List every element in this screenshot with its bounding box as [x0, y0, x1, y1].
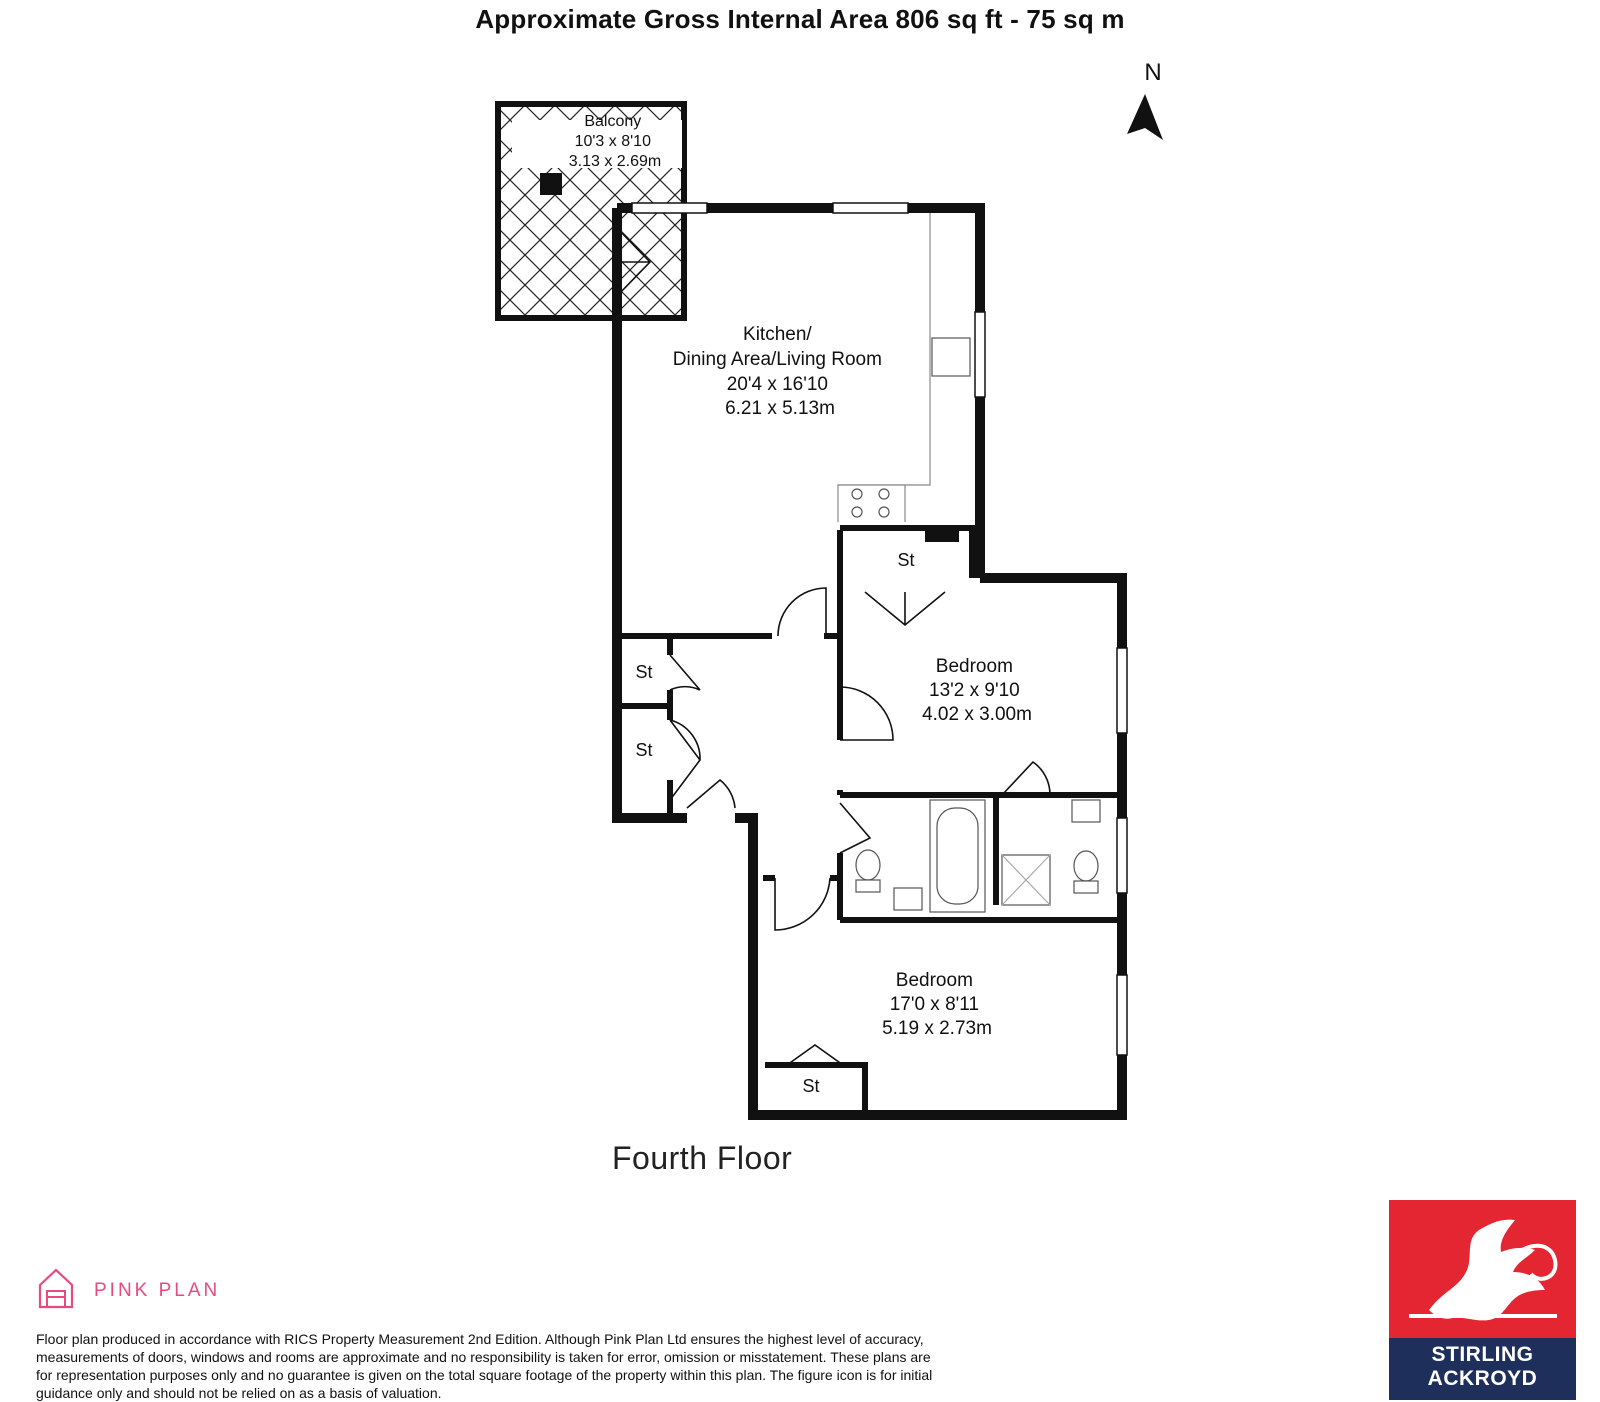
kitchen-door [778, 588, 826, 636]
sink-icon [932, 338, 970, 376]
windows [632, 203, 1127, 1055]
kitchen-label: Kitchen/ Dining Area/Living Room 20'4 x 16'10 6.21 x 5.13m [672, 324, 882, 419]
agent-name-line2: ACKROYD [1427, 1367, 1538, 1390]
compass-label: N [1144, 59, 1162, 86]
area-title: Approximate Gross Internal Area 806 sq ft - 75 sq m [475, 4, 1125, 34]
logo-red-panel [1389, 1200, 1576, 1338]
balcony-label: Balcony 10'3 x 8'10 3.13 x 2.69m [568, 113, 662, 170]
bedroom2-label: Bedroom 17'0 x 8'11 5.19 x 2.73m [882, 970, 992, 1039]
ensuite-toilet-icon [1074, 851, 1098, 881]
bathroom-fittings [856, 800, 1100, 912]
bathroom-door [840, 803, 870, 853]
store1-door [670, 655, 700, 690]
pink-plan-brand: PINK PLAN [94, 1280, 221, 1301]
ensuite-door [1002, 762, 1050, 795]
outer-walls [617, 208, 1122, 1115]
griffin-icon [1389, 1200, 1576, 1338]
hall-door [687, 780, 735, 808]
disclaimer-text: Floor plan produced in accordance with RICS Property Measurement 2nd Edition. Although Pink Plan Ltd ensures the highest level of accuracy, measurements of doors, windows and rooms are approximate and no responsibility is taken for error, omission or misstatement. These plans are for representation purposes only and no guarantee is given on the total square footage of the property within this plan. The figure icon is for initial guidance only and should not be relied on as a basis of valuation. [36, 1331, 933, 1401]
storage-label-3: St [635, 740, 653, 760]
bedroom1-label: Bedroom 13'2 x 9'10 4.02 x 3.00m [922, 656, 1032, 725]
floor-label: Fourth Floor [612, 1140, 793, 1176]
basin-icon [894, 888, 922, 910]
bedroom2-door [775, 878, 830, 930]
st-double-door [865, 592, 945, 625]
storage-label-4: St [802, 1076, 820, 1096]
interior-walls [617, 528, 1122, 1110]
agent-name-line1: STIRLING [1431, 1343, 1534, 1366]
balcony-column [540, 173, 562, 195]
storage-label-1: St [897, 550, 915, 570]
store2-door [670, 720, 700, 800]
riser [925, 528, 959, 542]
stirling-ackroyd-logo [1389, 1200, 1576, 1400]
north-arrow-icon [1127, 59, 1163, 140]
storage-label-2: St [635, 662, 653, 682]
bedroom1-door [840, 687, 893, 740]
toilet-icon [856, 850, 880, 880]
ensuite-basin-icon [1072, 800, 1100, 822]
